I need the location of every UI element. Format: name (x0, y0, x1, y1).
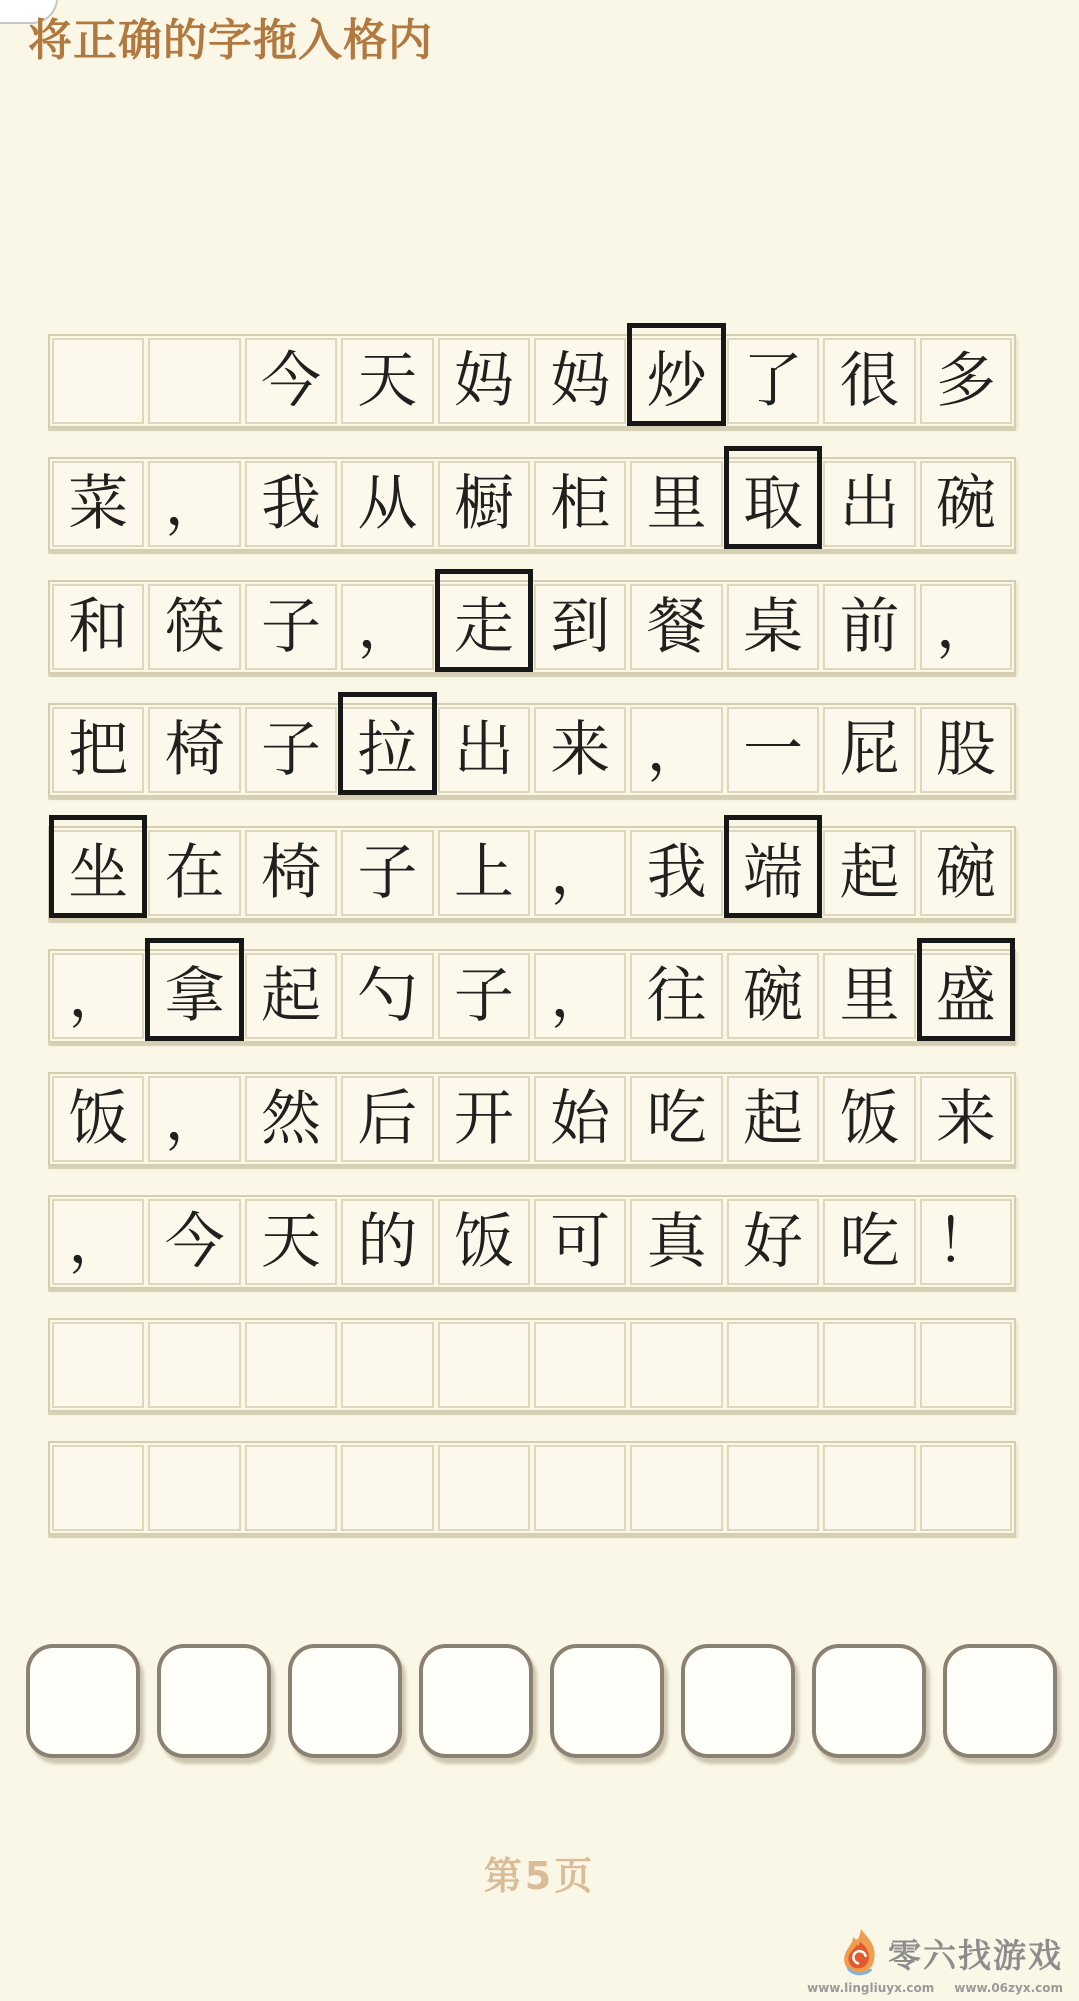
cell-character: 从 (357, 469, 418, 539)
cell-character: 来 (935, 1084, 996, 1154)
tray-slot[interactable] (681, 1644, 795, 1758)
grid-cell-empty[interactable] (148, 1322, 240, 1408)
grid-cell (534, 953, 626, 1039)
brand-flame-icon (841, 1928, 879, 1978)
grid-cell (245, 953, 337, 1039)
grid-cell (52, 707, 144, 793)
page-number-label: 第5页 (483, 1854, 596, 1898)
grid-cell (534, 1076, 626, 1162)
grid-cell (245, 584, 337, 670)
cell-character: 碗 (743, 961, 804, 1031)
grid-cell (148, 830, 240, 916)
grid-cell (920, 1076, 1012, 1162)
cell-character: 今 (164, 1207, 225, 1277)
grid-row (48, 703, 1016, 797)
cell-character: 吃 (646, 1084, 707, 1154)
cell-character: 屁 (839, 715, 900, 785)
grid-cell (341, 338, 433, 424)
cell-character: 到 (550, 592, 611, 662)
tray-slot[interactable] (550, 1644, 664, 1758)
cell-character: 开 (453, 1084, 514, 1154)
grid-cell (52, 1076, 144, 1162)
cell-character: 一 (743, 715, 804, 785)
grid-cell (630, 830, 722, 916)
cell-character: 盛 (935, 961, 996, 1031)
cell-character: ， (357, 592, 418, 662)
grid-cell (727, 584, 819, 670)
cell-character: 里 (839, 961, 900, 1031)
watermark-urls (807, 1981, 1063, 1995)
grid-cell (534, 707, 626, 793)
grid-row (48, 1318, 1016, 1412)
cell-character: 我 (261, 469, 322, 539)
cell-character: 起 (261, 961, 322, 1031)
cell-character: ， (646, 715, 707, 785)
grid-cell (823, 953, 915, 1039)
cell-character: 碗 (935, 838, 996, 908)
placed-char-cell[interactable] (727, 461, 819, 547)
cell-character: 起 (839, 838, 900, 908)
tray-slot[interactable] (26, 1644, 140, 1758)
grid-cell-empty[interactable] (727, 1322, 819, 1408)
grid-cell (534, 338, 626, 424)
watermark-url-1: www.lingliuyx.com (807, 1981, 935, 1995)
cell-character: 真 (646, 1207, 707, 1277)
cell-character: ， (550, 838, 611, 908)
grid-cell (52, 1199, 144, 1285)
grid-cell (534, 1199, 626, 1285)
cell-character: 吃 (839, 1207, 900, 1277)
cell-character: 菜 (68, 469, 129, 539)
tray-slot[interactable] (812, 1644, 926, 1758)
cell-character: 把 (68, 715, 129, 785)
cell-character: ！ (935, 1207, 996, 1277)
cell-character: 好 (743, 1207, 804, 1277)
grid-cell (438, 830, 530, 916)
tray-slot[interactable] (419, 1644, 533, 1758)
cell-character: 餐 (646, 592, 707, 662)
grid-cell-empty[interactable] (52, 338, 144, 424)
grid-cell (727, 707, 819, 793)
tray-slot[interactable] (943, 1644, 1057, 1758)
cell-character: 筷 (164, 592, 225, 662)
cell-character: 往 (646, 961, 707, 1031)
grid-cell-empty[interactable] (920, 1445, 1012, 1531)
grid-row (48, 1195, 1016, 1289)
grid-cell (823, 584, 915, 670)
placed-char-cell[interactable] (52, 830, 144, 916)
cell-character: 股 (935, 715, 996, 785)
page-title: 将正确的字拖入格内 (28, 15, 433, 66)
cell-character: 起 (743, 1084, 804, 1154)
cell-character: 天 (261, 1207, 322, 1277)
grid-cell (823, 461, 915, 547)
cell-character: 了 (743, 346, 804, 416)
grid-cell (245, 707, 337, 793)
grid-cell (630, 1076, 722, 1162)
grid-cell (245, 338, 337, 424)
grid-cell (438, 1199, 530, 1285)
grid-row (48, 949, 1016, 1043)
cell-character: 子 (453, 961, 514, 1031)
cell-character: 柜 (550, 469, 611, 539)
cell-character: 多 (935, 346, 996, 416)
grid-cell (438, 707, 530, 793)
placed-char-cell[interactable] (438, 584, 530, 670)
cell-character: 拿 (164, 961, 225, 1031)
cell-character: 里 (646, 469, 707, 539)
grid-cell (245, 1199, 337, 1285)
cell-character: 椅 (164, 715, 225, 785)
cell-character: 的 (357, 1207, 418, 1277)
cell-character: 取 (743, 469, 804, 539)
cell-character: ， (550, 961, 611, 1031)
grid-row (48, 334, 1016, 428)
grid-cell (920, 1199, 1012, 1285)
grid-cell (920, 461, 1012, 547)
cell-character: 橱 (453, 469, 514, 539)
grid-cell-empty[interactable] (245, 1322, 337, 1408)
cell-character: 今 (261, 346, 322, 416)
placed-char-cell[interactable] (630, 338, 722, 424)
grid-row (48, 826, 1016, 920)
grid-cell-empty[interactable] (630, 1322, 722, 1408)
grid-cell (341, 830, 433, 916)
cell-character: ， (935, 592, 996, 662)
grid-cell (630, 707, 722, 793)
grid-cell (727, 1076, 819, 1162)
cell-character: 走 (453, 592, 514, 662)
grid-cell (438, 338, 530, 424)
grid-cell-empty[interactable] (438, 1322, 530, 1408)
cell-character: 来 (550, 715, 611, 785)
grid-cell (341, 953, 433, 1039)
grid-cell-empty[interactable] (823, 1322, 915, 1408)
cell-character: 妈 (550, 346, 611, 416)
watermark (841, 1928, 1063, 1978)
grid-cell-empty[interactable] (148, 338, 240, 424)
cell-character: 然 (261, 1084, 322, 1154)
watermark-url-2: www.06zyx.com (954, 1981, 1063, 1995)
grid-cell (148, 1199, 240, 1285)
grid-cell (920, 830, 1012, 916)
grid-cell (341, 1199, 433, 1285)
grid-cell (52, 584, 144, 670)
cell-character: 炒 (646, 346, 707, 416)
grid-cell (148, 461, 240, 547)
grid-cell (823, 338, 915, 424)
cell-character: 后 (357, 1084, 418, 1154)
cell-character: 坐 (68, 838, 129, 908)
grid-cell (52, 953, 144, 1039)
tray-slot[interactable] (288, 1644, 402, 1758)
grid-cell (534, 461, 626, 547)
cell-character: 勺 (357, 961, 418, 1031)
cell-character: 在 (164, 838, 225, 908)
grid-cell (341, 584, 433, 670)
grid-cell-empty[interactable] (630, 1445, 722, 1531)
grid-cell (341, 461, 433, 547)
cell-character: ， (68, 961, 129, 1031)
grid-cell-empty[interactable] (534, 1322, 626, 1408)
grid-cell (823, 1076, 915, 1162)
grid-cell (823, 1199, 915, 1285)
grid-cell (245, 1076, 337, 1162)
cell-character: 饭 (839, 1084, 900, 1154)
cell-character: 出 (453, 715, 514, 785)
grid-cell (438, 953, 530, 1039)
grid-cell-empty[interactable] (341, 1445, 433, 1531)
cell-character: 椅 (261, 838, 322, 908)
cell-character: 妈 (453, 346, 514, 416)
grid-cell-empty[interactable] (534, 1445, 626, 1531)
grid-cell-empty[interactable] (438, 1445, 530, 1531)
grid-cell (534, 830, 626, 916)
cell-character: 始 (550, 1084, 611, 1154)
cell-character: 碗 (935, 469, 996, 539)
cell-character: 上 (453, 838, 514, 908)
grid-cell (823, 707, 915, 793)
grid-cell (148, 1076, 240, 1162)
grid-cell (148, 707, 240, 793)
cell-character: 和 (68, 592, 129, 662)
cell-character: 天 (357, 346, 418, 416)
cell-character: ， (164, 1084, 225, 1154)
grid-cell (920, 707, 1012, 793)
grid-cell (630, 1199, 722, 1285)
grid-cell-empty[interactable] (148, 1445, 240, 1531)
placed-char-cell[interactable] (920, 953, 1012, 1039)
placed-char-cell[interactable] (148, 953, 240, 1039)
cell-character: 饭 (453, 1207, 514, 1277)
grid-cell (630, 461, 722, 547)
writing-grid (48, 334, 1016, 1564)
cell-character: 端 (743, 838, 804, 908)
grid-cell (727, 1199, 819, 1285)
grid-row (48, 1072, 1016, 1166)
cell-character: ， (164, 469, 225, 539)
grid-cell-empty[interactable] (823, 1445, 915, 1531)
cell-character: 子 (261, 715, 322, 785)
cell-character: 我 (646, 838, 707, 908)
cell-character: 可 (550, 1207, 611, 1277)
placed-char-cell[interactable] (727, 830, 819, 916)
grid-cell (630, 953, 722, 1039)
grid-cell (920, 584, 1012, 670)
grid-cell (341, 1076, 433, 1162)
grid-cell (148, 584, 240, 670)
grid-cell (52, 461, 144, 547)
char-tray (26, 1644, 1057, 1758)
cell-character: 子 (261, 592, 322, 662)
grid-cell-empty[interactable] (52, 1322, 144, 1408)
grid-row (48, 457, 1016, 551)
cell-character: 前 (839, 592, 900, 662)
grid-cell (438, 1076, 530, 1162)
grid-cell (245, 830, 337, 916)
cell-character: 出 (839, 469, 900, 539)
grid-cell (727, 953, 819, 1039)
cell-character: ， (68, 1207, 129, 1277)
grid-cell (438, 461, 530, 547)
placed-char-cell[interactable] (341, 707, 433, 793)
grid-cell (727, 338, 819, 424)
grid-cell-empty[interactable] (52, 1445, 144, 1531)
brand-name: 零六找游戏 (888, 1935, 1063, 1975)
cell-character: 饭 (68, 1084, 129, 1154)
grid-cell-empty[interactable] (341, 1322, 433, 1408)
grid-cell-empty[interactable] (245, 1445, 337, 1531)
grid-cell (245, 461, 337, 547)
grid-row (48, 1441, 1016, 1535)
cell-character: 子 (357, 838, 418, 908)
grid-cell (630, 584, 722, 670)
grid-cell-empty[interactable] (920, 1322, 1012, 1408)
grid-row (48, 580, 1016, 674)
tray-slot[interactable] (157, 1644, 271, 1758)
cell-character: 桌 (743, 592, 804, 662)
cell-character: 拉 (357, 715, 418, 785)
grid-cell (823, 830, 915, 916)
cell-character: 很 (839, 346, 900, 416)
grid-cell-empty[interactable] (727, 1445, 819, 1531)
grid-cell (534, 584, 626, 670)
grid-cell (920, 338, 1012, 424)
